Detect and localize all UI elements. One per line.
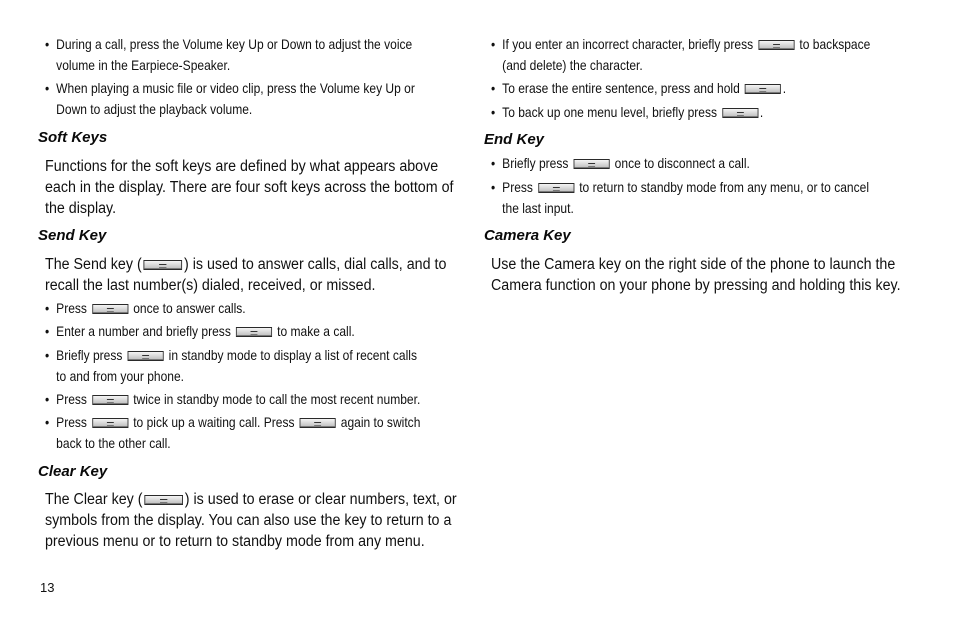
bullet-clear-backspace: • If you enter an incorrect character, briefly press to backspace (and delete) the character. xyxy=(491,36,871,73)
bullet-clear-erase-all: • To erase the entire sentence, press and hold . xyxy=(491,80,787,96)
bullet-send-make-call: • Enter a number and briefly press to make a call. xyxy=(45,323,355,339)
send-key-icon xyxy=(144,260,183,270)
clear-key-icon xyxy=(144,495,183,505)
end-key-icon xyxy=(573,159,609,169)
send-key-icon xyxy=(92,395,128,405)
bullet-send-waiting-call: • Press to pick up a waiting call. Press again to switch back to the other call. xyxy=(45,414,421,451)
heading-send-key: Send Key xyxy=(38,227,107,244)
send-key-icon xyxy=(300,418,336,428)
send-key-icon xyxy=(236,327,272,337)
bullet-send-answer: • Press once to answer calls. xyxy=(45,300,246,316)
end-key-icon xyxy=(538,183,574,193)
send-key-icon xyxy=(127,351,163,361)
heading-camera-key: Camera Key xyxy=(484,227,571,244)
bullet-volume-call: • During a call, press the Volume key Up or Down to adjust the voice volume in the Earpiece-Speaker. xyxy=(45,36,413,73)
clear-key-icon xyxy=(722,108,758,118)
send-key-icon xyxy=(92,418,128,428)
soft-keys-paragraph: Functions for the soft keys are defined by what appears above each in the display. There are four soft keys across the bottom of the display. xyxy=(45,158,454,217)
bullet-clear-back: • To back up one menu level, briefly press . xyxy=(491,104,764,120)
clear-key-icon xyxy=(758,40,794,50)
heading-clear-key: Clear Key xyxy=(38,463,108,480)
camera-key-paragraph: Use the Camera key on the right side of the phone to launch the Camera function on your phone by pressing and holding this key. xyxy=(491,256,901,294)
bullet-send-redial: • Press twice in standby mode to call the most recent number. xyxy=(45,391,421,407)
bullet-end-disconnect: • Briefly press once to disconnect a call. xyxy=(491,155,750,171)
page-number: 13 xyxy=(40,580,55,595)
bullet-volume-playback: • When playing a music file or video clip, press the Volume key Up or Down to adjust the playback volume. xyxy=(45,80,415,117)
send-key-icon xyxy=(92,304,128,314)
clear-key-icon xyxy=(745,84,781,94)
send-key-paragraph: The Send key ( ) is used to answer calls, dial calls, and to recall the last number(s) dialed, received, or missed. xyxy=(45,256,447,294)
bullet-end-standby: • Press to return to standby mode from any menu, or to cancel the last input. xyxy=(491,179,869,216)
heading-end-key: End Key xyxy=(484,131,545,148)
bullet-send-recent-calls: • Briefly press in standby mode to display a list of recent calls to and from your phone. xyxy=(45,347,417,384)
heading-soft-keys: Soft Keys xyxy=(38,129,108,146)
clear-key-paragraph: The Clear key ( ) is used to erase or clear numbers, text, or symbols from the display. You can also use the key to return to a previous menu or to return to standby mode from any menu. xyxy=(45,491,457,550)
